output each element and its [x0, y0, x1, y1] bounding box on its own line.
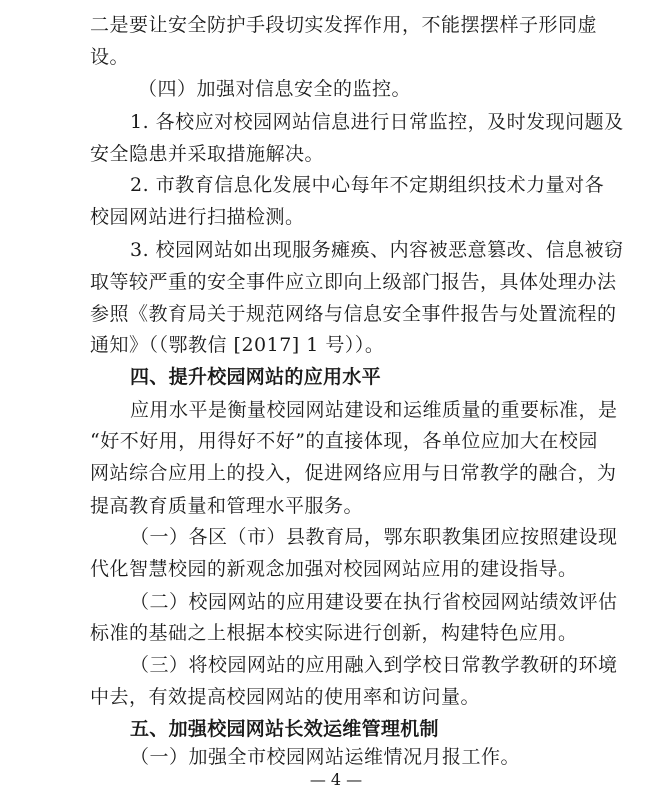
text-line: 设。 — [90, 46, 130, 68]
text-line: 通知》（（鄂教信 [2017] 1 号））。 — [90, 334, 385, 356]
text-line: 安全隐患并采取措施解决。 — [90, 143, 325, 165]
text-line: 二是要让安全防护手段切实发挥作用，不能摆摆样子形同虚 — [90, 14, 598, 36]
text-line: 应用水平是衡量校园网站建设和运维质量的重要标准，是 — [130, 399, 618, 421]
section-heading-4: 四、提升校园网站的应用水平 — [130, 366, 381, 388]
text-line: 标准的基础之上根据本校实际进行创新，构建特色应用。 — [90, 622, 578, 644]
text-line: （四）加强对信息安全的监控。 — [138, 78, 412, 100]
text-line: 1. 各校应对校园网站信息进行日常监控，及时发现问题及 — [130, 111, 624, 133]
text-line: 代化智慧校园的新观念加强对校园网站应用的建设指导。 — [90, 558, 578, 580]
text-line: 网站综合应用上的投入，促进网络应用与日常教学的融合，为 — [90, 462, 617, 484]
text-line: 取等较严重的安全事件应立即向上级部门报告，具体处理办法 — [90, 271, 617, 293]
text-line: 提高教育质量和管理水平服务。 — [90, 495, 364, 517]
section-heading-5: 五、加强校园网站长效运维管理机制 — [130, 718, 439, 740]
text-line: 参照《教育局关于规范网络与信息安全事件报告与处置流程的 — [90, 303, 617, 325]
text-line: （三）将校园网站的应用融入到学校日常教学教研的环境 — [130, 654, 618, 676]
text-line: （二）校园网站的应用建设要在执行省校园网站绩效评估 — [130, 591, 618, 613]
text-line: （一）加强全市校园网站运维情况月报工作。 — [130, 746, 521, 768]
text-line: 中去，有效提高校园网站的使用率和访问量。 — [90, 686, 481, 708]
text-line: 校园网站进行扫描检测。 — [90, 206, 305, 228]
text-line: 2. 市教育信息化发展中心每年不定期组织技术力量对各 — [130, 174, 605, 196]
text-line: “好不好用，用得好不好”的直接体现，各单位应加大在校园 — [90, 430, 598, 452]
text-line: （一）各区（市）县教育局，鄂东职教集团应按照建设现 — [130, 526, 618, 548]
text-line: 3. 校园网站如出现服务瘫痪、内容被恶意篡改、信息被窃 — [130, 239, 624, 261]
page-number: — 4 — — [309, 770, 363, 789]
